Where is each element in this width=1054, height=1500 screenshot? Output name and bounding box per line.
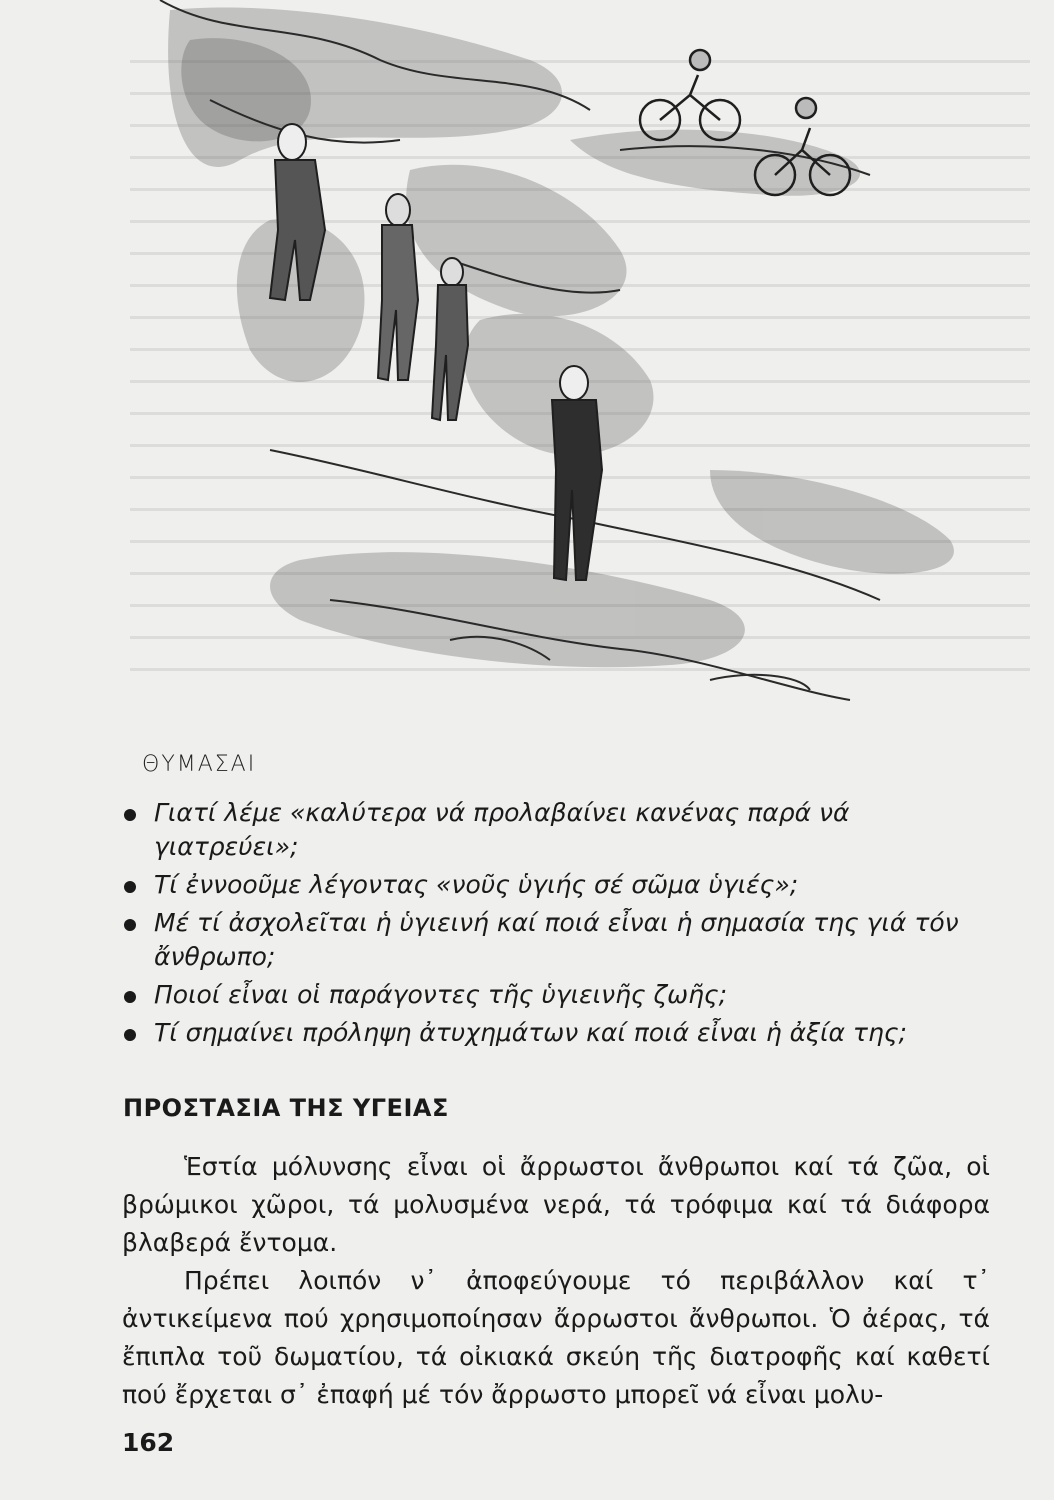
body-text (122, 1148, 990, 1414)
bullet-icon (124, 991, 136, 1003)
list-item (122, 868, 992, 902)
remember-heading: ΘΥΜΑΣΑΙ (142, 752, 257, 777)
list-item (122, 1016, 992, 1050)
paragraph: Ἑστία μόλυνσης εἶναι οἱ ἄρρωστοι ἄνθρωποι καί τά ζῶα, οἱ βρώμικοι χῶροι, τά μολυσμένα νερά, τά τρόφιμα καί τά διάφορα βλαβερά ἔντομα. (122, 1152, 990, 1257)
question-text: Μέ τί ἀσχολεῖται ἡ ὑγιεινή καί ποιά εἶναι ἡ σημασία της γιά τόν ἄνθρωπο; (154, 908, 959, 971)
bullet-icon (124, 809, 136, 821)
hikers-illustration (150, 0, 1030, 745)
section-title: ΠΡΟΣΤΑΣΙΑ ΤΗΣ ΥΓΕΙΑΣ (123, 1094, 449, 1122)
question-text: Τί σημαίνει πρόληψη ἀτυχημάτων καί ποιά εἶναι ἡ ἀξία της; (154, 1018, 907, 1047)
page-number: 162 (122, 1428, 175, 1457)
review-questions (122, 796, 992, 1054)
bullet-icon (124, 919, 136, 931)
list-item (122, 906, 992, 974)
question-text: Γιατί λέμε «καλύτερα νά προλαβαίνει κανένας παρά νά γιατρεύει»; (154, 798, 850, 861)
list-item (122, 978, 992, 1012)
question-text: Τί ἐννοοῦμε λέγοντας «νοῦς ὑγιής σέ σῶμα ὑγιές»; (154, 870, 799, 899)
bullet-icon (124, 1029, 136, 1041)
list-item (122, 796, 992, 864)
paragraph: Πρέπει λοιπόν ν᾿ ἀποφεύγουμε τό περιβάλλον καί τ᾿ ἀντικείμενα πού χρησιμοποίησαν ἄρρωστοι ἄνθρωποι. Ὁ ἀέρας, τά ἔπιπλα τοῦ δωματίου, τά οἰκιακά σκεύη τῆς διατροφῆς καί καθετί πού ἔρχεται σ᾿ ἐπαφή μέ τόν ἄρρωστο μπορεῖ νά εἶναι μολυ- (122, 1266, 990, 1409)
question-text: Ποιοί εἶναι οἱ παράγοντες τῆς ὑγιεινῆς ζωῆς; (154, 980, 728, 1009)
bullet-icon (124, 881, 136, 893)
